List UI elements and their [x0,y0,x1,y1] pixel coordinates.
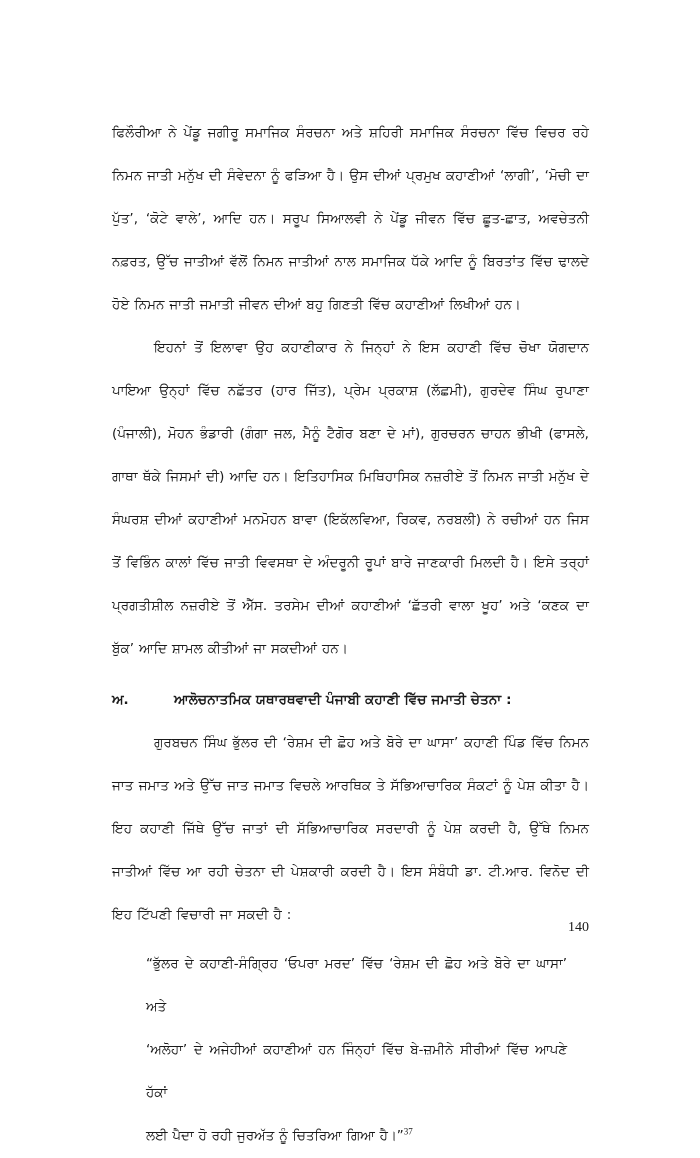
body-paragraph-2: ਇਹਨਾਂ ਤੋਂ ਇਲਾਵਾ ਉਹ ਕਹਾਣੀਕਾਰ ਨੇ ਜਿਨ੍ਹਾਂ ਨੇ ਇਸ ਕਹਾਣੀ ਵਿੱਚ ਚੋਖਾ ਯੋਗਦਾਨ ਪਾਇਆ ਉਨ੍ਹਾਂ ਵਿੱਚ ਨਛੱਤਰ (ਹਾਰ ਜਿੱਤ), ਪ੍ਰੇਮ ਪ੍ਰਕਾਸ਼ (ਲੱਛਮੀ), ਗੁਰਦੇਵ ਸਿੰਘ ਰੁਪਾਣਾ (ਪੰਜਾਲੀ), ਮੋਹਨ ਭੰਡਾਰੀ (ਗੰਗਾ ਜਲ, ਮੈਨੂੰ ਟੈਗੋਰ ਬਣਾ ਦੇ ਮਾਂ), ਗੁਰਚਰਨ ਚਾਹਨ ਭੀਖੀ (ਫਾਸਲੇ, ਗਾਥਾ ਥੱਕੇ ਜਿਸਮਾਂ ਦੀ) ਆਦਿ ਹਨ। ਇਤਿਹਾਸਿਕ ਮਿਥਿਹਾਸਿਕ ਨਜ਼ਰੀਏ ਤੋਂ ਨਿਮਨ ਜਾਤੀ ਮਨੁੱਖ ਦੇ ਸੰਘਰਸ਼ ਦੀਆਂ ਕਹਾਣੀਆਂ ਮਨਮੋਹਨ ਬਾਵਾ (ਇਕੱਲਵਿਆ, ਰਿਕਵ, ਨਰਬਲੀ) ਨੇ ਰਚੀਆਂ ਹਨ ਜਿਸ ਤੋਂ ਵਿਭਿੰਨ ਕਾਲਾਂ ਵਿੱਚ ਜਾਤੀ ਵਿਵਸਥਾ ਦੇ ਅੰਦਰੂਨੀ ਰੂਪਾਂ ਬਾਰੇ ਜਾਣਕਾਰੀ ਮਿਲਦੀ ਹੈ। ਇਸੇ ਤਰ੍ਹਾਂ ਪ੍ਰਗਤੀਸ਼ੀਲ ਨਜ਼ਰੀਏ ਤੋਂ ਐੱਸ. ਤਰਸੇਮ ਦੀਆਂ ਕਹਾਣੀਆਂ ‘ਛੱਤਰੀ ਵਾਲਾ ਖੂਹ’ ਅਤੇ ‘ਕਣਕ ਦਾ ਬੁੱਕ’ ਆਦਿ ਸ਼ਾਮਲ ਕੀਤੀਆਂ ਜਾ ਸਕਦੀਆਂ ਹਨ। [112,341,589,657]
section-heading-text: ਆਲੋਚਨਾਤਮਿਕ ਯਥਾਰਥਵਾਦੀ ਪੰਜਾਬੀ ਕਹਾਣੀ ਵਿੱਚ ਜਮਾਤੀ ਚੇਤਨਾ : [174,693,512,708]
blockquote [112,943,589,1158]
page-number: 140 [568,920,589,935]
footnote-marker: 37 [403,1126,413,1137]
blockquote-line-3-text: ਲਈ ਪੈਦਾ ਹੋ ਰਹੀ ਜੁਰਅੱਤ ਨੂੰ ਚਿਤਰਿਆ ਗਿਆ ਹੈ।” [146,1129,404,1144]
section-heading-label: ਅ. [112,693,129,708]
blockquote-line-2: ‘ਅਲੋਹਾ’ ਦੇ ਅਜੇਹੀਆਂ ਕਹਾਣੀਆਂ ਹਨ ਜਿੰਨ੍ਹਾਂ ਵਿੱਚ ਬੇ-ਜ਼ਮੀਨੇ ਸੀਰੀਆਂ ਵਿੱਚ ਆਪਣੇ ਹੱਕਾਂ [146,1043,567,1101]
body-paragraph-3: ਗੁਰਬਚਨ ਸਿੰਘ ਭੁੱਲਰ ਦੀ ‘ਰੇਸ਼ਮ ਦੀ ਛੋਹ ਅਤੇ ਬੋਰੇ ਦਾ ਘਾਸਾ’ ਕਹਾਣੀ ਪਿੰਡ ਵਿੱਚ ਨਿਮਨ ਜਾਤ ਜਮਾਤ ਅਤੇ ਉੱਚ ਜਾਤ ਜਮਾਤ ਵਿਚਲੇ ਆਰਥਿਕ ਤੇ ਸੱਭਿਆਚਾਰਿਕ ਸੰਕਟਾਂ ਨੂੰ ਪੇਸ਼ ਕੀਤਾ ਹੈ। ਇਹ ਕਹਾਣੀ ਜਿੱਥੇ ਉੱਚ ਜਾਤਾਂ ਦੀ ਸੱਭਿਆਚਾਰਿਕ ਸਰਦਾਰੀ ਨੂੰ ਪੇਸ਼ ਕਰਦੀ ਹੈ, ਉੱਥੇ ਨਿਮਨ ਜਾਤੀਆਂ ਵਿੱਚ ਆ ਰਹੀ ਚੇਤਨਾ ਦੀ ਪੇਸ਼ਕਾਰੀ ਕਰਦੀ ਹੈ। ਇਸ ਸੰਬੰਧੀ ਡਾ. ਟੀ.ਆਰ. ਵਿਨੋਦ ਦੀ ਇਹ ਟਿੱਪਣੀ ਵਿਚਾਰੀ ਜਾ ਸਕਦੀ ਹੈ : [112,736,589,923]
page-content [112,112,589,1158]
section-heading [112,679,589,722]
body-paragraph-1: ਫਿਲੌਰੀਆ ਨੇ ਪੇਂਡੂ ਜਗੀਰੂ ਸਮਾਜਿਕ ਸੰਰਚਨਾ ਅਤੇ ਸ਼ਹਿਰੀ ਸਮਾਜਿਕ ਸੰਰਚਨਾ ਵਿੱਚ ਵਿਚਰ ਰਹੇ ਨਿਮਨ ਜਾਤੀ ਮਨੁੱਖ ਦੀ ਸੰਵੇਦਨਾ ਨੂੰ ਫੜਿਆ ਹੈ। ਉਸ ਦੀਆਂ ਪ੍ਰਮੁਖ ਕਹਾਣੀਆਂ ‘ਲਾਗੀ’, ‘ਮੋਚੀ ਦਾ ਪੁੱਤ’, ‘ਕੋਟੇ ਵਾਲੇ’, ਆਦਿ ਹਨ। ਸਰੂਪ ਸਿਆਲਵੀ ਨੇ ਪੇਂਡੂ ਜੀਵਨ ਵਿੱਚ ਛੂਤ-ਛਾਤ, ਅਵਚੇਤਨੀ ਨਫ਼ਰਤ, ਉੱਚ ਜਾਤੀਆਂ ਵੱਲੋਂ ਨਿਮਨ ਜਾਤੀਆਂ ਨਾਲ ਸਮਾਜਿਕ ਧੱਕੇ ਆਦਿ ਨੂੰ ਬਿਰਤਾਂਤ ਵਿੱਚ ਢਾਲਦੇ ਹੋਏ ਨਿਮਨ ਜਾਤੀ ਜਮਾਤੀ ਜੀਵਨ ਦੀਆਂ ਬਹੁ ਗਿਣਤੀ ਵਿੱਚ ਕਹਾਣੀਆਂ ਲਿਖੀਆਂ ਹਨ। [112,126,589,313]
blockquote-line-1: “ਭੁੱਲਰ ਦੇ ਕਹਾਣੀ-ਸੰਗ੍ਰਿਹ ‘ਓਪਰਾ ਮਰਦ’ ਵਿੱਚ ‘ਰੇਸ਼ਮ ਦੀ ਛੋਹ ਅਤੇ ਬੋਰੇ ਦਾ ਘਾਸਾ’ ਅਤੇ [146,957,567,1015]
blockquote-line-3 [146,1115,567,1158]
